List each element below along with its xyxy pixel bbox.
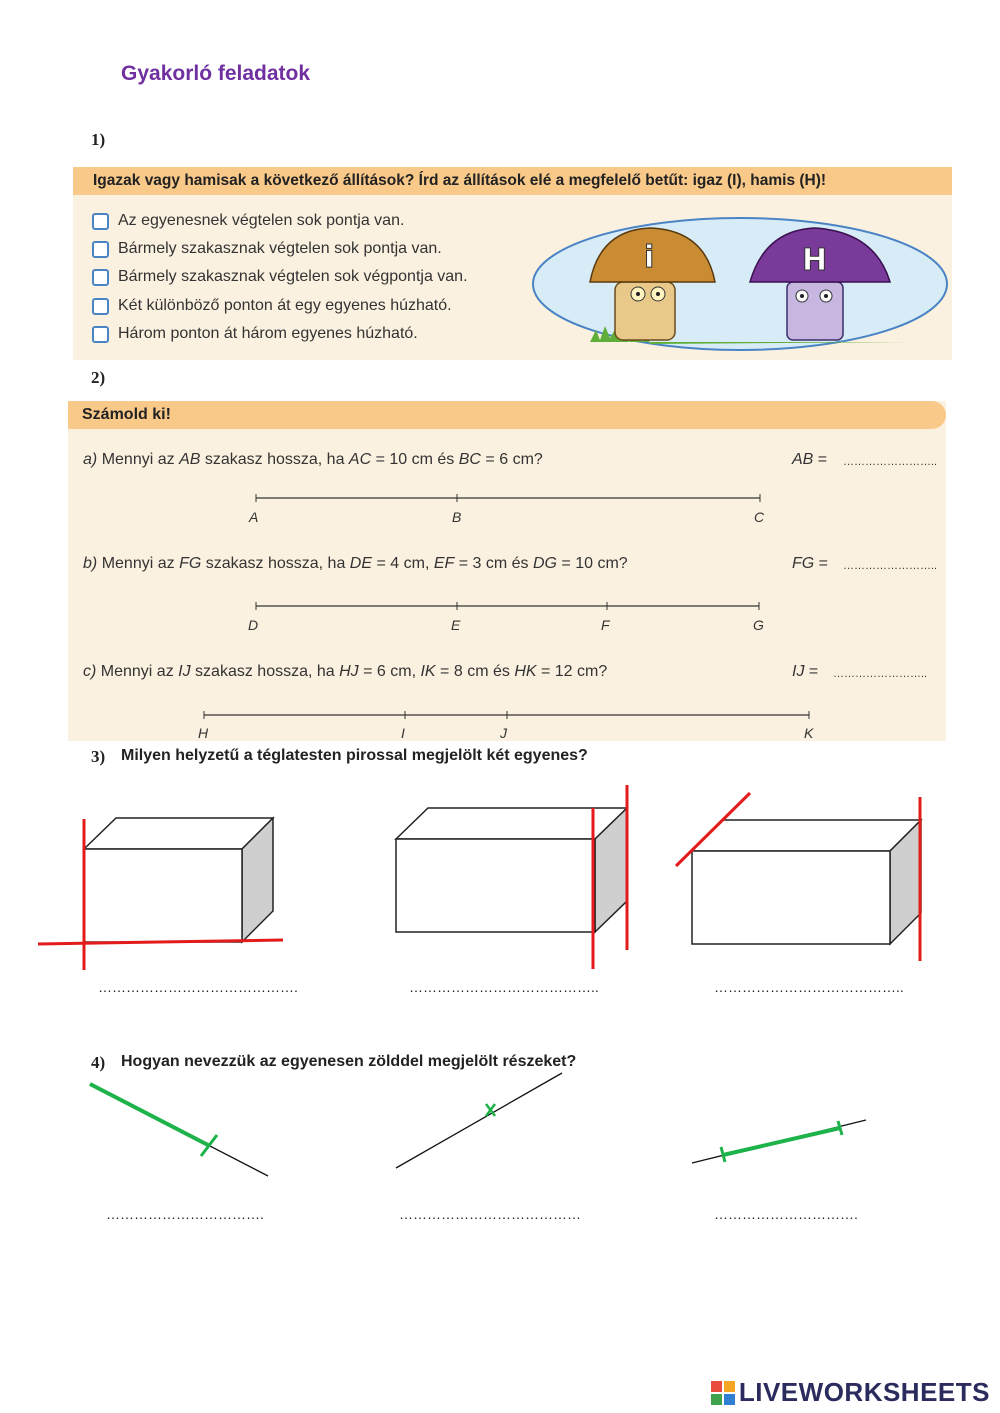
answer-blank[interactable]: ………………………………….. — [409, 979, 599, 995]
logo-icon — [711, 1381, 735, 1405]
section4-question: Hogyan nevezzük az egyenesen zölddel megjelölt részeket? — [121, 1053, 577, 1070]
mushroom-left-stem — [615, 282, 675, 340]
point-label: D — [248, 617, 259, 633]
point-label: F — [601, 617, 610, 633]
green-segment-figure — [692, 1120, 866, 1163]
liveworksheets-logo — [711, 1377, 990, 1408]
statement-row — [92, 325, 418, 343]
section3-question: Milyen helyzetű a téglatesten pirossal megjelölt két egyenes? — [121, 747, 588, 764]
page-title: Gyakorló feladatok — [121, 62, 311, 85]
section4-number: 4) — [91, 1053, 106, 1072]
green-part — [723, 1128, 840, 1155]
statement-text: Két különböző ponton át egy egyenes húzható. — [118, 297, 452, 314]
answer-a: AB = — [792, 451, 828, 468]
section2-header-text: Számold ki! — [82, 406, 171, 423]
point-label: C — [754, 509, 765, 525]
cuboid-2 — [396, 785, 627, 969]
answer-blank[interactable]: ………………………………….. — [714, 979, 904, 995]
segment-diagram-b — [240, 596, 780, 636]
section3-number: 3) — [91, 747, 106, 766]
cuboid-1 — [38, 818, 283, 970]
mushroom-right-stem — [787, 282, 843, 340]
line-figures — [0, 1070, 1000, 1190]
section1-number: 1) — [91, 130, 106, 149]
mushroom-letter-i: i — [644, 240, 655, 275]
section2-header — [68, 401, 946, 429]
answer-checkbox[interactable] — [92, 326, 109, 343]
point-label: K — [804, 725, 814, 741]
point-label: I — [401, 725, 405, 741]
point-label: E — [451, 617, 461, 633]
red-line — [38, 940, 283, 944]
answer-blank[interactable]: ………………………………… — [399, 1206, 581, 1222]
section2-number: 2) — [91, 368, 106, 387]
answer-checkbox[interactable] — [92, 213, 109, 230]
section1-instruction: Igazak vagy hamisak a következő állítások? Írd az állítások elé a megfelelő betűt: igaz (I), hamis (H)! — [93, 172, 827, 189]
statement-row — [92, 240, 442, 258]
question-a: a) Mennyi az AB szakasz hossza, ha AC = 10 cm és BC = 6 cm? — [83, 451, 543, 468]
statement-row — [92, 297, 452, 315]
segment-diagram-a — [240, 488, 780, 528]
answer-b: FG = — [792, 555, 829, 572]
cuboid-3 — [676, 793, 921, 961]
point-label: H — [198, 725, 209, 741]
statement-text: Bármely szakasznak végtelen sok pontja van. — [118, 240, 442, 257]
answer-checkbox[interactable] — [92, 241, 109, 258]
logo-text: LIVEWORKSHEETS — [738, 1377, 990, 1407]
cuboid-figures — [0, 775, 1000, 980]
answer-a-blank[interactable]: …………………….. — [843, 456, 938, 468]
answer-checkbox[interactable] — [92, 269, 109, 286]
green-part — [90, 1084, 208, 1145]
statement-row — [92, 212, 404, 230]
question-c: c) Mennyi az IJ szakasz hossza, ha HJ = 6 cm, IK = 8 cm és HK = 12 cm? — [83, 663, 608, 680]
mushroom-letter-h: H — [802, 243, 828, 278]
answer-blank[interactable]: ……………………………. — [106, 1206, 264, 1222]
point-label: J — [500, 725, 507, 741]
statement-row — [92, 268, 468, 286]
answer-blank[interactable]: …………………………. — [714, 1206, 858, 1222]
statement-text: Három ponton át három egyenes húzható. — [118, 325, 418, 342]
green-point-figure — [396, 1073, 562, 1168]
green-ray-figure — [90, 1084, 268, 1176]
statement-text: Az egyenesnek végtelen sok pontja van. — [118, 212, 405, 229]
question-b: b) Mennyi az FG szakasz hossza, ha DE = 4 cm, EF = 3 cm és DG = 10 cm? — [83, 555, 628, 572]
point-label: A — [249, 509, 259, 525]
point-label: B — [452, 509, 462, 525]
answer-b-blank[interactable]: …………………….. — [843, 560, 938, 572]
answer-c: IJ = — [792, 663, 819, 680]
answer-c-blank[interactable]: …………………….. — [833, 668, 928, 680]
answer-checkbox[interactable] — [92, 298, 109, 315]
mushrooms-illustration — [530, 212, 952, 352]
point-label: G — [753, 617, 764, 633]
section1-header — [73, 167, 952, 195]
statement-text: Bármely szakasznak végtelen sok végpontja van. — [118, 268, 468, 285]
answer-blank[interactable]: ……………………………………. — [98, 979, 298, 995]
